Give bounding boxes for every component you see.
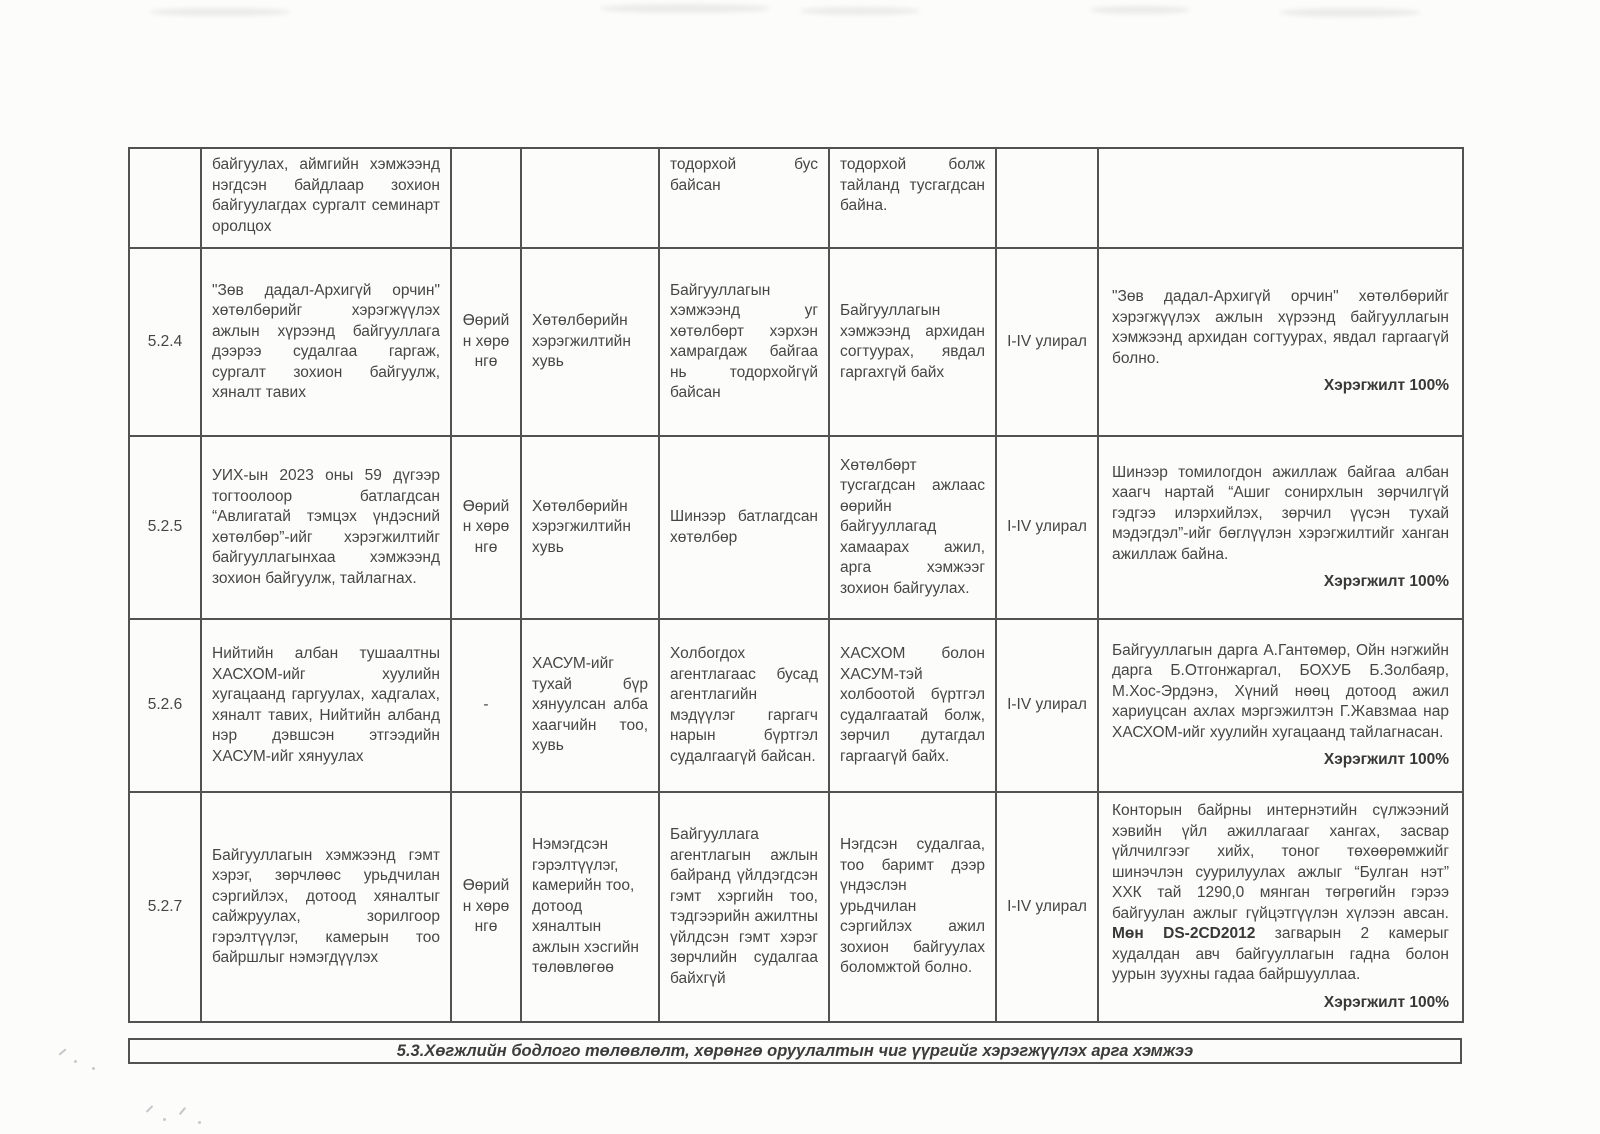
funding-cell <box>451 148 521 248</box>
result-cell <box>1098 619 1463 792</box>
row-number-cell <box>129 148 201 248</box>
indicator-cell <box>521 436 659 619</box>
row-number-cell: 5.2.7 <box>129 792 201 1022</box>
scan-smudge <box>150 8 290 16</box>
activity-cell <box>201 619 451 792</box>
pencil-mark <box>146 1105 154 1113</box>
funding-cell: Өөрийн хөрөнгө <box>451 436 521 619</box>
activity-text: УИХ-ын 2023 оны 59 дүгээр тогтоолоор батлагдсан “Авлигатай тэмцэх үндэсний хөтөлбөр”-ийг хэрэгжилтийг байгууллагынхаа хэмжээнд зохион байгуулж, тайлагнах. <box>212 467 440 587</box>
baseline-cell <box>659 436 829 619</box>
target-text: Хөтөлбөрт тусгагдсан ажлаас өөрийн байгууллагад хамаарах ажил, арга хэмжээг зохион байгуулах. <box>840 456 985 597</box>
indicator-text: Хөтөлбөрийн хэрэгжилтийн хувь <box>532 312 631 371</box>
indicator-cell <box>521 792 659 1022</box>
pencil-mark <box>92 1067 95 1070</box>
baseline-cell <box>659 248 829 436</box>
completion-label: Хэрэгжилт 100% <box>1323 573 1449 590</box>
scan-smudge <box>600 4 770 13</box>
result-cell <box>1098 148 1463 248</box>
target-cell <box>829 248 996 436</box>
target-cell <box>829 792 996 1022</box>
target-cell <box>829 148 996 248</box>
indicator-cell <box>521 619 659 792</box>
baseline-cell <box>659 148 829 248</box>
row-number-cell: 5.2.6 <box>129 619 201 792</box>
baseline-cell <box>659 792 829 1022</box>
baseline-text: Холбогдох агентлагаас бусад агентлагийн мэдүүлэг гаргагч нарын бүртгэл судалгаагүй байсан. <box>670 645 818 765</box>
pencil-mark <box>163 1118 166 1121</box>
activity-text: Нийтийн албан тушаалтны ХАСХОМ-ийг хуулийн хугацаанд гаргуулах, хадгалах, хяналт тавих, Нийтийн албанд нэр дэвшсэн этгээдийн ХАСУМ-ийг хянуулах <box>212 645 440 765</box>
completion-label: Хэрэгжилт 100% <box>1323 993 1449 1011</box>
result-cell <box>1098 436 1463 619</box>
baseline-text: Шинээр батлагдсан хөтөлбөр <box>670 508 818 546</box>
baseline-text: Байгууллага агентлагын ажлын байранд үйлдэгдсэн гэмт хэргийн тоо, тэдгээрийн ажилтны үйлдсэн гэмт хэрэг зөрчлийн судалгаа байхгүй <box>670 826 818 987</box>
result-text: Конторын байрны интернэтийн сүлжээний хэвийн үйл ажиллагааг хангах, засвар үйлчилгээг хийх, тоног төхөөрөмжийг шинэчлэн суурилуулах ажлыг “Булган нэт” ХХК тай 1290,0 мянган төгрөгийн гэрээ байгуулан ажлыг гүйцэтгүүлэн хүлээн авсан. Мөн DS-2CD2012 загварын 2 камерыг худалдан авч байгууллагын гадна болон уурын зуухны гадаа байршууллаа. <box>1112 802 1450 983</box>
period-cell: I-IV улирал <box>996 792 1098 1022</box>
target-cell <box>829 436 996 619</box>
funding-cell: Өөрийн хөрөнгө <box>451 792 521 1022</box>
indicator-cell <box>521 248 659 436</box>
indicator-cell <box>521 148 659 248</box>
pencil-mark <box>74 1060 77 1063</box>
activity-text: "Зөв дадал-Архигүй орчин" хөтөлбөрийг хэрэгжүүлэх ажлын хүрээнд байгууллага дээрээ судалгаа гаргаж, сургалт зохион байгуулж, хяналт тавих <box>212 281 440 401</box>
activity-text: байгуулах, аймгийн хэмжээнд нэгдсэн байдлаар зохион байгуулагдах сургалт семинарт оролцох <box>212 156 440 235</box>
indicator-text: ХАСУМ-ийг тухай бүр хянуулсан алба хаагчийн тоо, хувь <box>532 655 648 755</box>
table-row <box>129 248 1463 436</box>
baseline-cell <box>659 619 829 792</box>
target-text: Байгууллагын хэмжээнд архидан согтуурах, явдал гаргахгүй байх <box>840 302 985 381</box>
target-text: тодорхой болж тайланд тусгагдсан байна. <box>840 156 985 214</box>
scan-smudge <box>1090 6 1190 14</box>
scan-smudge <box>800 7 920 15</box>
performance-report-table <box>128 147 1464 1023</box>
baseline-text: Байгууллагын хэмжээнд уг хөтөлбөрт хэрхэн хамрагдаж байгаа нь тодорхойгүй байсан <box>670 281 818 401</box>
target-text: Нэгдсэн судалгаа, тоо баримт дээр үндэслэн урьдчилан сэргийлэх ажил зохион байгуулах боломжтой болно. <box>840 836 985 977</box>
section-header-5-3 <box>128 1038 1462 1064</box>
row-number-cell: 5.2.4 <box>129 248 201 436</box>
row-number-cell: 5.2.5 <box>129 436 201 619</box>
period-cell <box>996 148 1098 248</box>
activity-cell <box>201 148 451 248</box>
activity-text: Байгууллагын хэмжээнд гэмт хэрэг, зөрчлөөс урьдчилан сэргийлэх, дотоод хяналтыг сайжруулах, зорилгоор гэрэлтүүлэг, камерын тоо байршлыг нэмэгдүүлэх <box>212 846 440 966</box>
baseline-text: тодорхой бус байсан <box>670 156 818 194</box>
completion-label: Хэрэгжилт 100% <box>1323 751 1449 768</box>
result-cell <box>1098 792 1463 1022</box>
indicator-text: Нэмэгдсэн гэрэлтүүлэг, камерийн тоо, дотоод хяналтын ажлын хэсгийн төлөвлөгөө <box>532 836 639 977</box>
table-row <box>129 436 1463 619</box>
pencil-mark <box>58 1048 66 1055</box>
result-cell <box>1098 248 1463 436</box>
table-row <box>129 619 1463 792</box>
result-text: "Зөв дадал-Архигүй орчин" хөтөлбөрийг хэрэгжүүлэх ажлын хүрээнд байгууллагын хэмжээнд архидан согтуурах, явдал гаргаагүй болно. <box>1112 288 1449 367</box>
completion-label: Хэрэгжилт 100% <box>1323 377 1449 395</box>
funding-cell: - <box>451 619 521 792</box>
period-cell: I-IV улирал <box>996 248 1098 436</box>
funding-cell: Өөрийн хөрөнгө <box>451 248 521 436</box>
activity-cell <box>201 792 451 1022</box>
pencil-mark <box>198 1121 201 1124</box>
section-header-text: 5.3.Хөгжлийн бодлого төлөвлөлт, хөрөнгө оруулалтын чиг үүргийг хэрэгжүүлэх арга хэмжээ <box>396 1041 1194 1060</box>
result-text: Шинээр томилогдон ажиллаж байгаа албан хаагч нартай “Ашиг сонирхлын зөрчилгүй гэдгээ илэрхийлэх, зөрчил үүсэн тухай мэдэгдэл”-ийг бөглүүлэн хэрэгжилтийг ханган ажиллаж байна. <box>1112 463 1449 563</box>
period-cell: I-IV улирал <box>996 619 1098 792</box>
table-row-carryover <box>129 148 1463 248</box>
scan-smudge <box>1280 8 1420 17</box>
table-row <box>129 792 1463 1022</box>
pencil-mark <box>179 1107 186 1115</box>
activity-cell <box>201 248 451 436</box>
period-cell: I-IV улирал <box>996 436 1098 619</box>
indicator-text: Хөтөлбөрийн хэрэгжилтийн хувь <box>532 497 631 556</box>
target-cell <box>829 619 996 792</box>
result-bold-text: Мөн DS-2CD2012 <box>1112 925 1256 942</box>
target-text: ХАСХОМ болон ХАСУМ-тэй холбоотой бүртгэл судалгаатай болж, зөрчил дутагдал гаргаагүй байх. <box>840 645 985 765</box>
result-text: Байгууллагын дарга А.Гантөмөр, Ойн нэгжийн дарга Б.Отгонжаргал, БОХУБ Б.Золбаяр, М.Хос-Эрдэнэ, Хүний нөөц дотоод ажил хариуцсан ахлах мэргэжилтэн Г.Жавзмаа нар ХАСХОМ-ийг хуулийн хугацаанд тайлагнасан. <box>1112 641 1449 741</box>
activity-cell <box>201 436 451 619</box>
